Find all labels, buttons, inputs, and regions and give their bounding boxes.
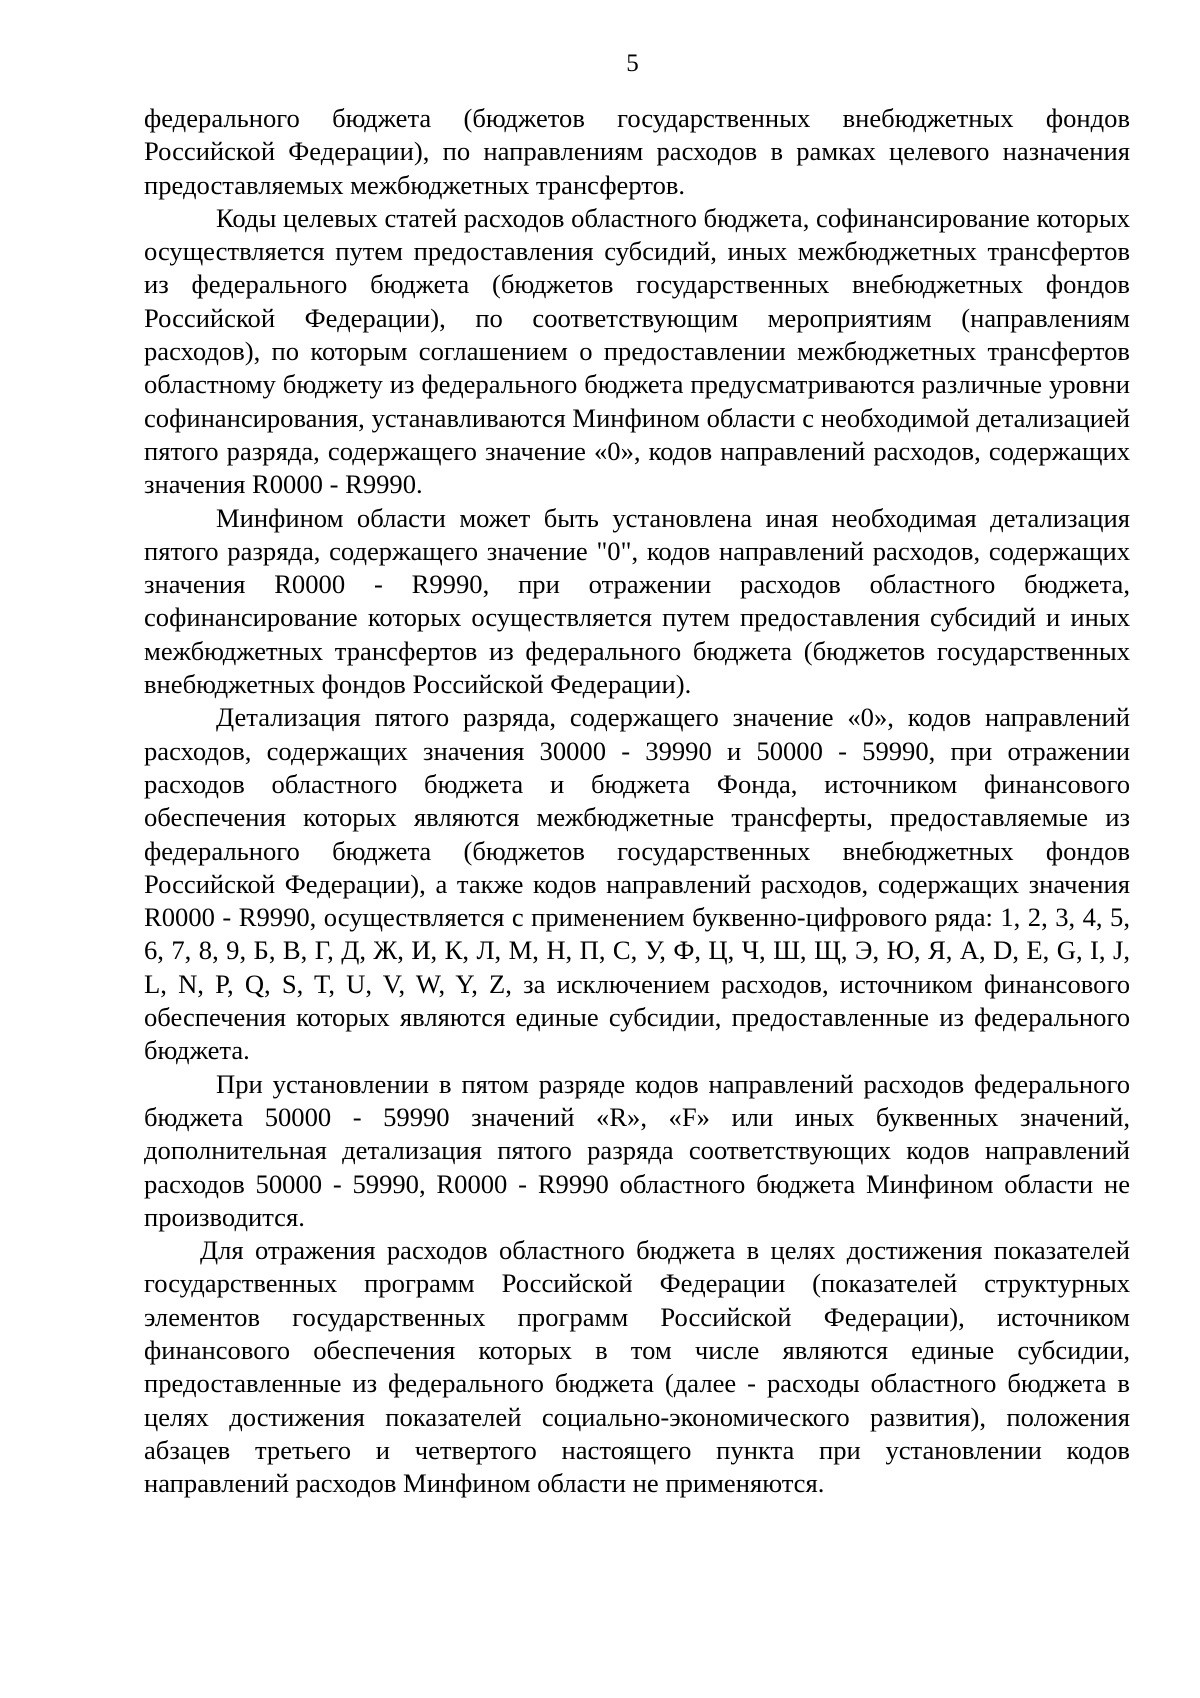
paragraph-6: Для отражения расходов областного бюджета в целях достижения показателей государственных программ Российской Федерации (показателей структурных элементов государственных программ Российской Федерации), источником финансового обеспечения которых в том числе являются единые субсидии, предоставленные из федерального бюджета (далее - расходы областного бюджета в целях достижения показателей социально-экономического развития), положения абзацев третьего и четвертого настоящего пункта при установлении кодов направлений расходов Минфином области не применяются.: [144, 1235, 1130, 1499]
page-number: 5: [626, 50, 639, 77]
document-body: [144, 102, 1130, 1500]
paragraph-1: федерального бюджета (бюджетов государственных внебюджетных фондов Российской Федерации), по направлениям расходов в рамках целевого назначения предоставляемых межбюджетных трансфертов.: [144, 103, 1130, 200]
paragraph-3: Минфином области может быть установлена иная необходимая детализация пятого разряда, содержащего значение "0", кодов направлений расходов, содержащих значения R0000 - R9990, при отражении расходов областного бюджета, софинансирование которых осуществляется путем предоставления субсидий и иных межбюджетных трансфертов из федерального бюджета (бюджетов государственных внебюджетных фондов Российской Федерации).: [144, 502, 1130, 700]
paragraph-4: Детализация пятого разряда, содержащего значение «0», кодов направлений расходов, содержащих значения 30000 - 39990 и 50000 - 59990, при отражении расходов областного бюджета и бюджета Фонда, источником финансового обеспечения которых являются межбюджетные трансферты, предоставляемые из федерального бюджета (бюджетов государственных внебюджетных фондов Российской Федерации), а также кодов направлений расходов, содержащих значения R0000 - R9990, осуществляется с применением буквенно-цифрового ряда: 1, 2, 3, 4, 5, 6, 7, 8, 9, Б, В, Г, Д, Ж, И, К, Л, М, Н, П, С, У, Ф, Ц, Ч, Ш, Щ, Э, Ю, Я, A, D, E, G, I, J, L, N, P, Q, S, T, U, V, W, Y, Z, за исключением расходов, источником финансового обеспечения которых являются единые субсидии, предоставленные из федерального бюджета.: [144, 702, 1130, 1066]
paragraph-2: Коды целевых статей расходов областного бюджета, софинансирование которых осуществляется путем предоставления субсидий, иных межбюджетных трансфертов из федерального бюджета (бюджетов государственных внебюджетных фондов Российской Федерации), по соответствующим мероприятиям (направлениям расходов), по которым соглашением о предоставлении межбюджетных трансфертов областному бюджету из федерального бюджета предусматриваются различные уровни софинансирования, устанавливаются Минфином области с необходимой детализацией пятого разряда, содержащего значение «0», кодов направлений расходов, содержащих значения R0000 - R9990.: [144, 202, 1130, 500]
paragraph-5: При установлении в пятом разряде кодов направлений расходов федерального бюджета 50000 - 59990 значений «R», «F» или иных буквенных значений, дополнительная детализация пятого разряда соответствующих кодов направлений расходов 50000 - 59990, R0000 - R9990 областного бюджета Минфином области не производится.: [144, 1068, 1130, 1232]
